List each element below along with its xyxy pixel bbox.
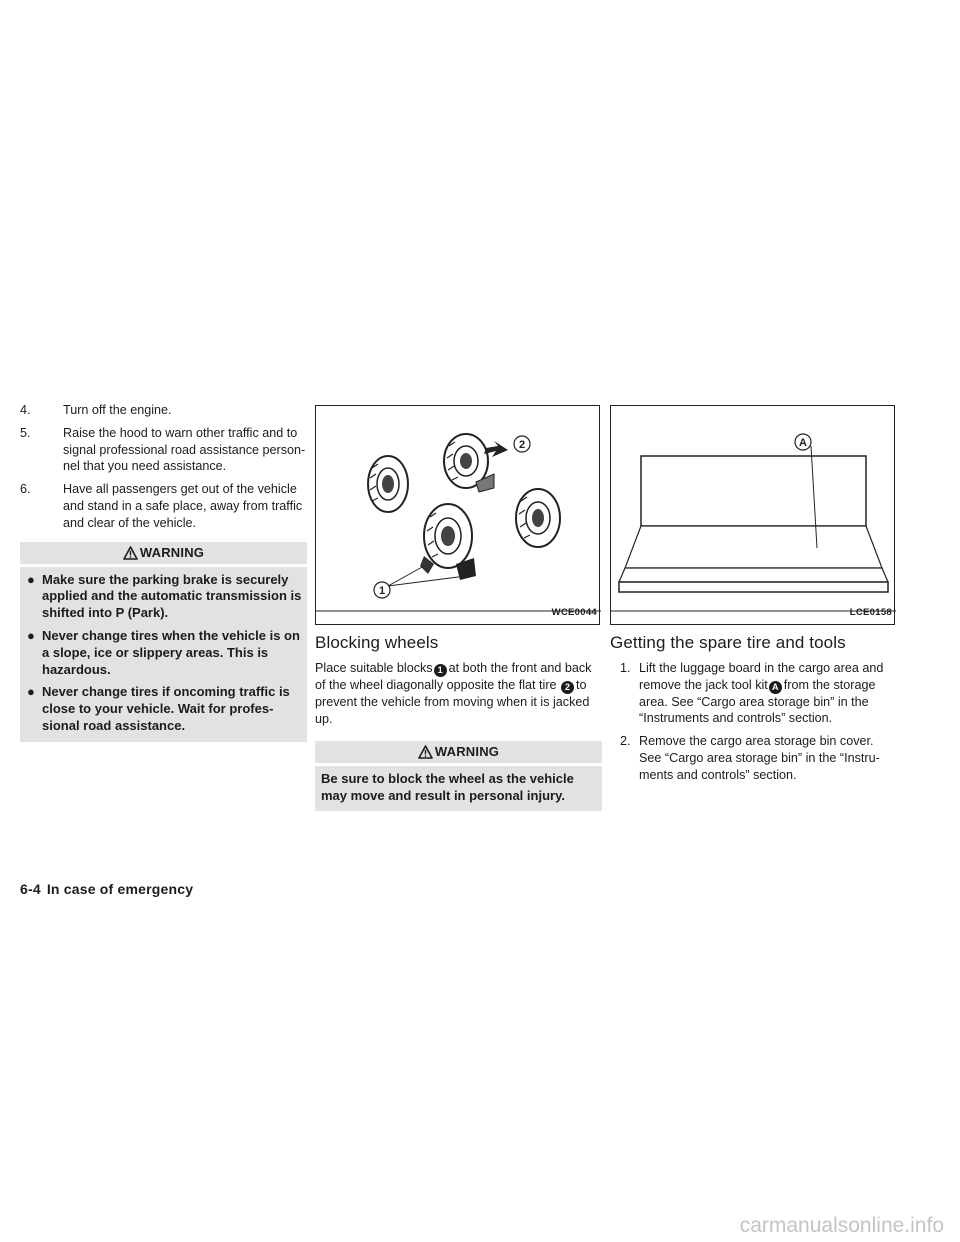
para-text: at both the front and back of the wheel diagonally opposite the flat tire (315, 660, 592, 692)
step-2 (620, 733, 897, 783)
tire-icon (420, 504, 476, 580)
page-number: 6-4 (20, 881, 41, 897)
step-text-part: Lift the luggage board in the cargo area and remove the jack tool kit (639, 660, 884, 692)
callout-1: 1 (378, 585, 386, 597)
callout-2: 2 (518, 439, 526, 451)
step-text-part: from the storage area. See “Cargo area storage bin” in the “Instruments and controls” section. (639, 677, 876, 726)
column-right (610, 402, 897, 790)
warning-bullet-text: Never change tires when the vehicle is on a slope, ice or slippery areas. This is hazardous. (42, 627, 300, 677)
bullet-icon: ● (27, 571, 35, 587)
step-1 (620, 660, 897, 727)
warning-header (315, 741, 602, 763)
step-5 (20, 425, 307, 475)
warning-triangle-icon (418, 745, 433, 759)
step-text: Remove the cargo area storage bin cover. See “Cargo area storage bin” in the “Instru-ments and controls” section. (639, 734, 880, 782)
callout-A: A (799, 437, 807, 449)
step-text: Turn off the engine. (63, 403, 172, 417)
warning-box: Be sure to block the wheel as the vehicle may move and result in personal injury. (315, 766, 602, 811)
blocking-paragraph (315, 660, 602, 728)
column-left (20, 402, 307, 742)
watermark: carmanualsonline.info (739, 1214, 944, 1237)
step-text: Raise the hood to warn other traffic and to signal professional road assistance person-nel that you need assistance. (63, 425, 306, 474)
figure-code: LCE0158 (849, 607, 892, 619)
page-footer (20, 881, 193, 897)
heading-blocking-wheels: Blocking wheels (315, 633, 439, 652)
bullet-icon: ● (27, 627, 35, 643)
para-text: Place suitable blocks (315, 660, 433, 675)
warning-bullet-text: Make sure the parking brake is securely applied and the automatic transmission is shifted into P (Park). (42, 571, 302, 621)
figure-cargo-area (610, 405, 895, 625)
cargo-floor-edge (619, 568, 888, 582)
warning-triangle-icon (123, 546, 138, 560)
heading-spare-tire: Getting the spare tire and tools (610, 633, 846, 652)
step-number: 4. (20, 403, 31, 417)
callout-marker-A: A (769, 681, 782, 694)
bumper-outline (619, 582, 888, 592)
storage-panel (641, 456, 866, 526)
warning-box (20, 567, 307, 742)
step-number: 6. (20, 482, 31, 497)
step-number: 5. (20, 425, 31, 440)
step-text: Have all passengers get out of the vehicle and stand in a safe place, away from traffic and clear of the vehicle. (63, 482, 303, 530)
column-middle (315, 402, 602, 811)
tire-icon (368, 456, 408, 512)
step-number: 1. (620, 660, 631, 675)
callout-marker-2: 2 (561, 681, 574, 694)
tire-icon (444, 434, 494, 492)
warning-bullet (26, 628, 303, 678)
warning-bullet (26, 572, 303, 622)
section-title: In case of emergency (46, 881, 194, 897)
warning-header (20, 542, 307, 564)
blocking-wheels-illustration (316, 406, 601, 626)
step-number: 2. (620, 734, 631, 749)
cargo-floor (625, 526, 882, 568)
tire-icon (516, 489, 560, 547)
para-text: to prevent the vehicle from moving when it is jacked up. (315, 677, 590, 726)
callout-marker-1: 1 (434, 664, 447, 677)
bullet-icon: ● (27, 684, 35, 700)
warning-bullet-text: Never change tires if oncoming traffic is close to your vehicle. Wait for profes-sional road assistance. (42, 684, 290, 733)
step-text (639, 660, 897, 727)
step-4 (20, 402, 307, 419)
warning-title: WARNING (434, 744, 500, 760)
figure-code: WCE0044 (551, 607, 597, 619)
warning-bullet (26, 684, 303, 734)
figure-blocking-wheels (315, 405, 600, 625)
warning-title: WARNING (139, 544, 205, 560)
cargo-area-illustration (611, 406, 896, 626)
step-6 (20, 481, 307, 531)
